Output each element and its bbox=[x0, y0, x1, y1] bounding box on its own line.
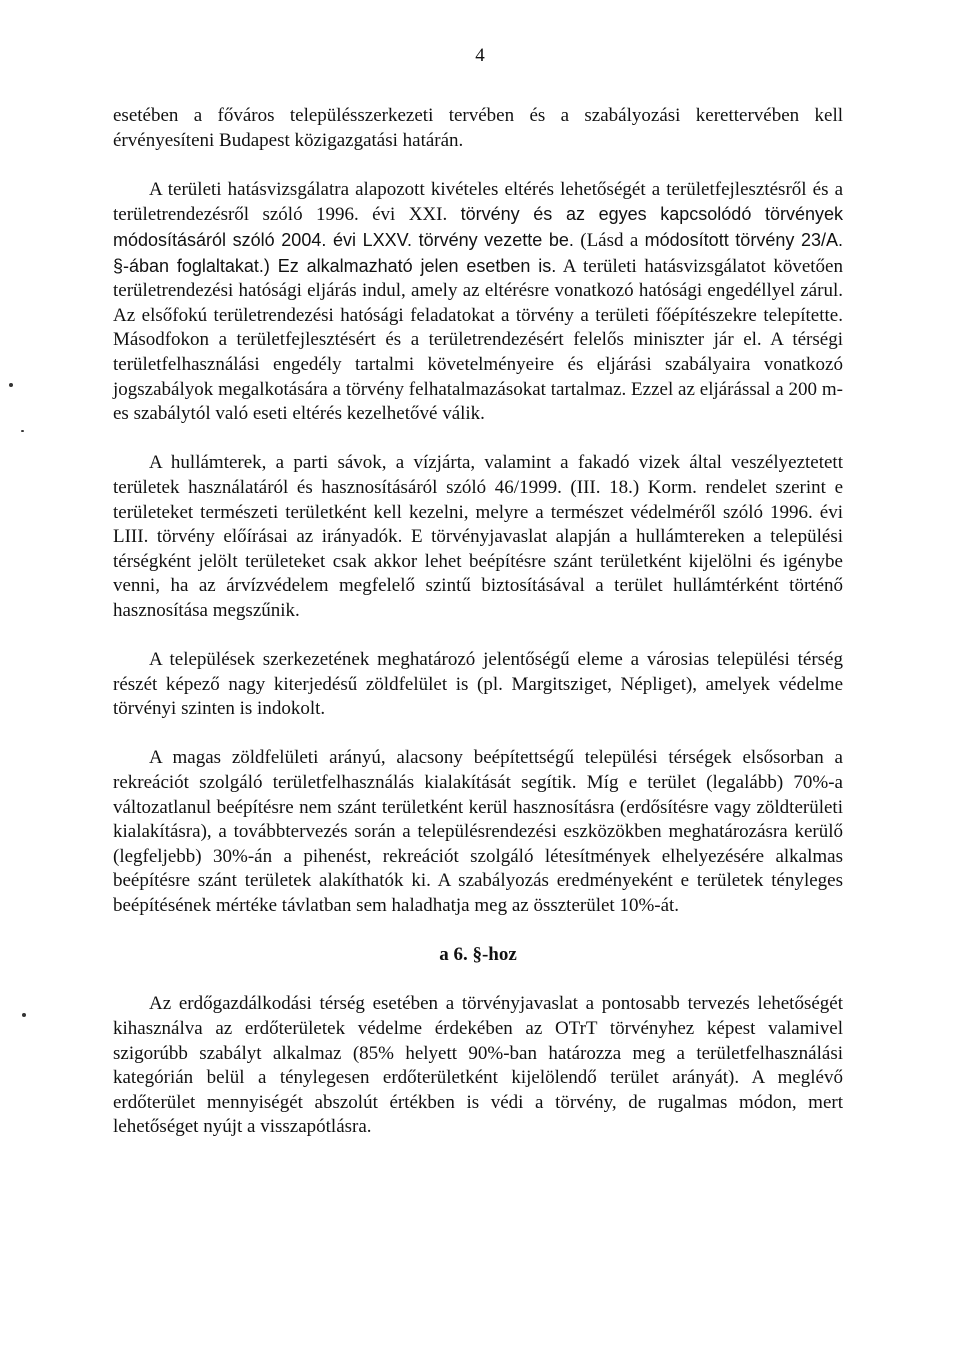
page-number: 4 bbox=[475, 45, 485, 66]
scan-speck bbox=[9, 383, 13, 387]
document-body bbox=[113, 104, 843, 1140]
scan-speck bbox=[22, 1013, 26, 1017]
paragraph-floodplains: A hullámterek, a parti sávok, a vízjárta, valamint a fakadó vizek által veszélyeztetett területek használatáról és hasznosításáról szóló 46/1999. (III. 18.) Korm. rendelet szerint e területeket természeti területként kell kezelni, melyre a természet védelméről szóló 1996. évi LIII. törvény előírásai az irányadók. E törvényjavaslat alapján a hullámtereken a települési térségként jelölt területeket csak akkor lehet beépítésre szánt területként kijelölni és igénybe venni, ha az árvízvédelem megfelelő szintű biztosításával a terület hullámtérként történő hasznosítása megszűnik. bbox=[113, 452, 843, 621]
scan-speck bbox=[21, 430, 24, 432]
text-run: A területi hatásvizsgálatra alapozott kivételes eltérés lehetőségét a területfejlesztésről és a területrendezésről szóló 1996. évi XXI. bbox=[113, 178, 843, 226]
text-run-sans: módosított törvény 23/A. §-ában foglaltakat.) Ez alkalmazható jelen esetben is. bbox=[113, 229, 843, 276]
paragraph-territorial-assessment bbox=[113, 178, 843, 427]
paragraph-green-areas: A települések szerkezetének meghatározó jelentőségű eleme a városias települési térség részét képező nagy kiterjedésű zöldfelület is (pl. Margitsziget, Népliget), amelyek védelme törvényi szinten is indokolt. bbox=[113, 649, 843, 720]
paragraph-continuation: esetében a főváros településszerkezeti tervében és a szabályozási kerettervében kell érvényesíteni Budapest közigazgatási határán. bbox=[113, 105, 843, 151]
paragraph-recreation-areas: A magas zöldfelületi arányú, alacsony beépítettségű települési térségek elsősorban a rekreációt szolgáló területfelhasználás kialakítását segítik. Míg e terület (legalább) 70%-a változatlanul beépítésre nem szánt területként kerül hasznosításra (erdősítésre vagy zöldterületi kialakításra), a továbbtervezés során a településrendezési eszközökben meghatározásra kerülő (legfeljebb) 30%-án a pihenést, rekreációt szolgáló létesítmények elhelyezésére alkalmas beépítésre szánt területek alakíthatók ki. A szabályozás eredményeként e területek tényleges beépítésének mértéke távlatban sem haladhatja meg az összterület 10%-át. bbox=[113, 747, 843, 916]
text-run: A területi hatásvizsgálatot követően területrendezési hatósági eljárás indul, amely az eltérésre vonatkozó hatósági engedéllyel zárul. Az elsőfokú területrendezési hatósági feladatokat a törvény a területi főépítészekre telepítette. Másodfokon a területfejlesztésért és a területrendezésért felelős miniszter jár el. A térségi területfelhasználási engedély tartalmi követelményeire és eljárási szabályaira vonatkozó jogszabályok megalkotására a törvény felhatalmazásokat tartalmaz. Ezzel az eljárással a 200 m-es szabálytól való eseti eltérés kezelhetővé válik. bbox=[113, 255, 843, 425]
text-run: (Lásd a bbox=[573, 229, 645, 251]
text-run-sans: törvény és az egyes kapcsolódó törvények módosításáról szóló 2004. évi LXXV. törvény vezette be. bbox=[113, 204, 843, 250]
section-heading: a 6. §-hoz bbox=[439, 944, 517, 966]
paragraph-forestry: Az erdőgazdálkodási térség esetében a törvényjavaslat a pontosabb tervezés lehetőségét kihasználva az erdőterületek védelme érdekében az OTrT törvényhez képest valamivel szigorúbb szabályt alkalmaz (85% helyett 90%-ban határozza meg a területfelhasználási kategórián belül a ténylegesen erdőterületként kijelölendő terület arányát). A meglévő erdőterület mennyiségét abszolút értékben is védi a törvény, de rugalmas módon, mert lehetőséget nyújt a visszapótlásra. bbox=[113, 993, 843, 1138]
